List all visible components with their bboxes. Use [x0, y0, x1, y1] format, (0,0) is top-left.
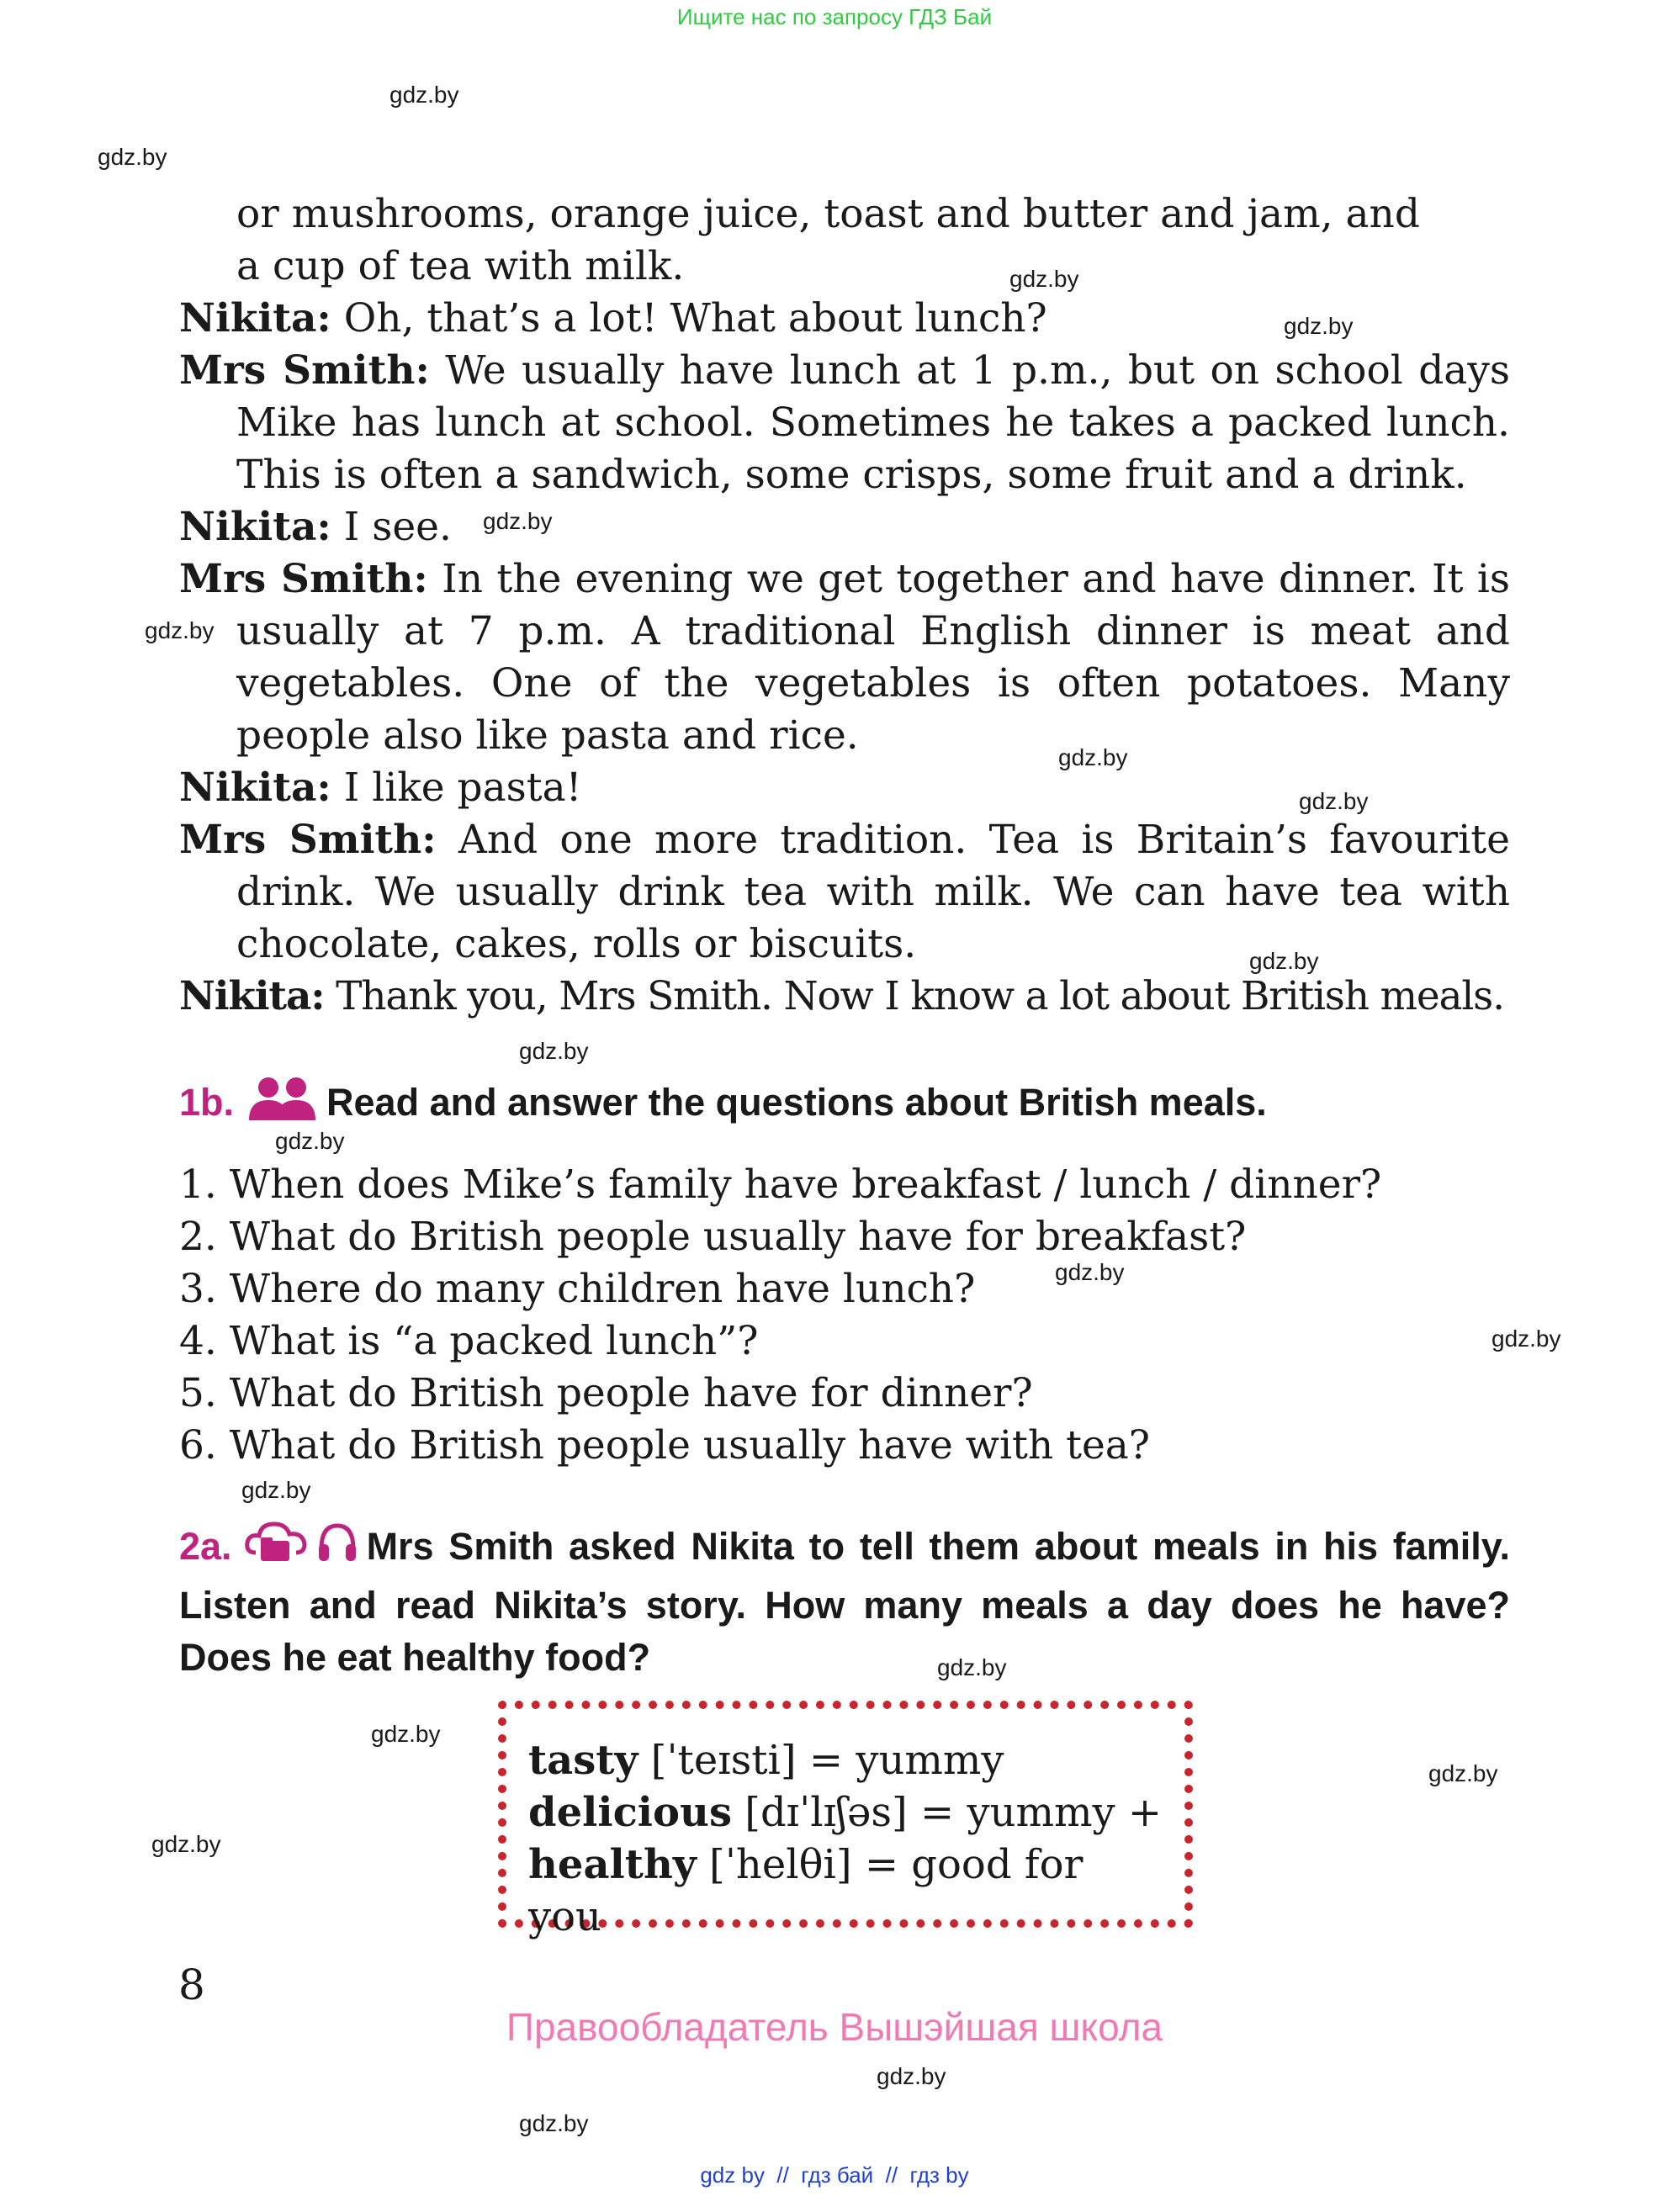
dialogue-line-text: I see.: [331, 504, 452, 550]
copyright-notice: Правообладатель Вышэйшая школа: [506, 2005, 1163, 2049]
question-item: 6. What do British people usually have with tea?: [179, 1422, 1151, 1468]
vocab-definition: [ˈteɪsti] = yummy: [638, 1737, 1004, 1784]
question-item: 2. What do British people usually have for breakfast?: [179, 1214, 1247, 1260]
watermark: gdz.by: [389, 82, 459, 108]
bottom-links: gdz by // гдз бай // гдз by: [700, 2162, 969, 2188]
watermark: gdz.by: [483, 508, 553, 534]
watermark: gdz.by: [1055, 1259, 1125, 1285]
headphones-icon: [316, 1519, 358, 1580]
dialogue-line: [179, 345, 1510, 501]
watermark: gdz.by: [98, 144, 167, 170]
dialogue-line: [179, 814, 1510, 971]
dialogue-line-text: Thank you, Mrs Smith. Now I know a lot about British meals.: [324, 973, 1504, 1019]
dialogue-line: [179, 762, 1510, 814]
task-instruction: Read and answer the questions about British meals.: [326, 1080, 1267, 1124]
question-item: 4. What is “a packed lunch”?: [179, 1318, 759, 1364]
speaker-name: Mrs Smith:: [179, 817, 437, 863]
question-item: 1. When does Mike’s family have breakfast / lunch / dinner?: [179, 1162, 1382, 1208]
question-item: 3. Where do many children have lunch?: [179, 1266, 976, 1312]
task-instruction: Mrs Smith asked Nikita to tell them about meals in his family. Listen and read Nikita’s story. How many meals a day does he have? Does he eat healthy food?: [179, 1524, 1510, 1679]
speaker-name: Mrs Smith:: [179, 556, 428, 602]
dialogue-line-text: I like pasta!: [331, 765, 582, 811]
dialogue-line-text: In the evening we get together and have dinner. It is usually at 7 p.m. A traditional English dinner is meat and vegetables. One of the vegetables is often potatoes. Many people also like pasta and rice.: [236, 556, 1510, 759]
dialogue-line-text: a cup of tea with milk.: [236, 243, 685, 289]
speaker-name: Nikita:: [179, 504, 331, 550]
watermark: gdz.by: [151, 1831, 221, 1857]
dialogue-line: [179, 553, 1510, 762]
dialogue-line: [179, 971, 1510, 1023]
dialogue-line-text: And one more tradition. Tea is Britain’s favourite drink. We usually drink tea with milk. We can have tea with chocolate, cakes, rolls or biscuits.: [236, 817, 1510, 967]
watermark: gdz.by: [877, 2063, 946, 2089]
vocab-definition: [dɪˈlɪʃəs] = yummy +: [731, 1789, 1163, 1836]
speaker-name: Nikita:: [179, 973, 325, 1019]
speaker-name: Mrs Smith:: [179, 347, 430, 394]
vocab-entry: [528, 1786, 1163, 1839]
watermark: gdz.by: [1299, 788, 1369, 814]
task-1b: [179, 1075, 1510, 1135]
watermark: gdz.by: [519, 2110, 589, 2136]
watermark: gdz.by: [1284, 313, 1354, 339]
dialogue-line: [179, 241, 1510, 293]
watermark: gdz.by: [1249, 948, 1319, 974]
watermark: gdz.by: [145, 617, 215, 643]
speaker-name: Nikita:: [179, 295, 331, 341]
vocab-definition: [ˈhelθi] = good for you: [528, 1841, 1084, 1940]
vocab-entry: [528, 1839, 1163, 1943]
task-2a: [179, 1519, 1510, 1684]
question-list: [179, 1159, 1510, 1472]
dialogue-line: [179, 293, 1510, 345]
vocab-term: tasty: [528, 1737, 638, 1784]
dialogue-line-text: or mushrooms, orange juice, toast and butter and jam, and: [236, 191, 1420, 237]
vocab-entry: [528, 1734, 1163, 1786]
watermark: gdz.by: [1009, 266, 1079, 292]
watermark: gdz.by: [937, 1654, 1007, 1680]
dialogue-text: [179, 188, 1510, 1023]
watermark: gdz.by: [1428, 1760, 1498, 1786]
top-banner: Ищите нас по запросу ГДЗ Бай: [676, 4, 993, 29]
cloud-folder-icon: [244, 1519, 308, 1580]
question-item: 5. What do British people have for dinner?: [179, 1370, 1033, 1416]
watermark: gdz.by: [371, 1721, 441, 1747]
speaker-name: Nikita:: [179, 765, 331, 811]
pair-work-icon: [246, 1075, 318, 1135]
dialogue-line: [179, 501, 1510, 553]
dialogue-line: [179, 188, 1510, 241]
watermark: gdz.by: [275, 1128, 345, 1154]
dialogue-line-text: Oh, that’s a lot! What about lunch?: [331, 295, 1047, 341]
watermark: gdz.by: [1058, 744, 1128, 770]
watermark: gdz.by: [241, 1477, 311, 1503]
dialogue-line-text: We usually have lunch at 1 p.m., but on school days Mike has lunch at school. Sometimes he takes a packed lunch. This is often a sandwich, some crisps, some fruit and a drink.: [236, 347, 1510, 498]
vocab-term: delicious: [528, 1789, 732, 1836]
watermark: gdz.by: [1492, 1326, 1561, 1352]
vocab-term: healthy: [528, 1841, 697, 1888]
task-number: 2a.: [179, 1524, 232, 1568]
vocabulary-box: [498, 1701, 1193, 1940]
page-number: 8: [178, 1961, 205, 2009]
task-number: 1b.: [179, 1080, 235, 1124]
watermark: gdz.by: [519, 1038, 589, 1064]
